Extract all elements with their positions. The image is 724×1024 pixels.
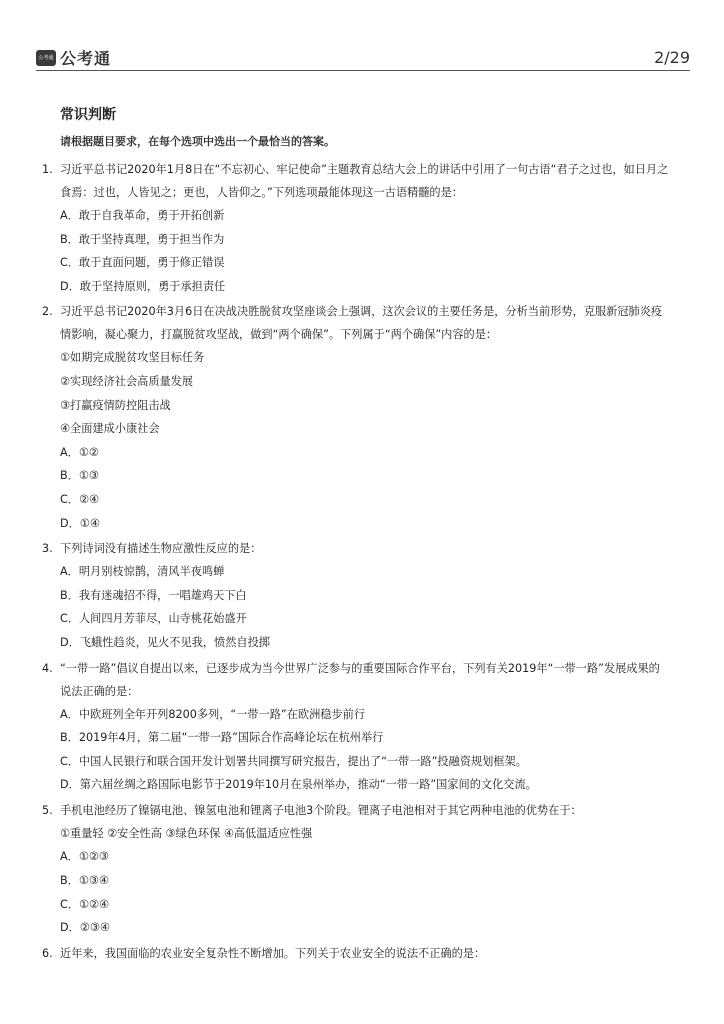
question-option: D．②③④: [60, 921, 110, 935]
question-option: C．①②④: [60, 897, 110, 911]
question-item: [42, 657, 692, 797]
question-option: A．①②: [60, 445, 99, 459]
question-stem-line: 说法正确的是：: [60, 684, 139, 698]
question-stem-line: 手机电池经历了镍镉电池、镍氢电池和锂离子电池3个阶段。锂离子电池相对于其它两种电池的优势在于：: [60, 803, 582, 817]
question-option: C．敢于直面问题，勇于修正错误: [60, 256, 225, 270]
question-stem-line: 近年来，我国面临的农业安全复杂性不断增加。下列关于农业安全的说法不正确的是：: [60, 946, 486, 960]
question-option: A．敢于自我革命，勇于开拓创新: [60, 209, 225, 222]
question-option: ①如期完成脱贫攻坚目标任务: [60, 351, 205, 365]
question-stem-line: 情影响，凝心聚力，打赢脱贫攻坚战，做到“两个确保”。下列属于“两个确保”内容的是：: [60, 328, 498, 342]
section-instruction: 请根据题目要求，在每个选项中选出一个最恰当的答案。: [60, 135, 335, 148]
page-number: 2/29: [654, 48, 690, 67]
question-number: 4.: [42, 661, 53, 675]
logo: [36, 46, 111, 69]
question-stem-line: 食焉：过也，人皆见之；更也，人皆仰之。”下列选项最能体现这一古语精髓的是：: [60, 186, 463, 199]
question-list: [42, 158, 692, 967]
question-option: D．敢于坚持原则，勇于承担责任: [60, 279, 226, 293]
question-option: B．①③④: [60, 874, 109, 888]
question-option: C．中国人民银行和联合国开发计划署共同撰写研究报告，提出了“一带一路”投融资规划框架。: [60, 754, 527, 768]
question-option: C．人间四月芳菲尽，山寺桃花始盛开: [60, 612, 247, 626]
question-option: D．①④: [60, 516, 100, 530]
question-option: B．敢于坚持真理，勇于担当作为: [60, 232, 225, 246]
logo-badge-icon: 公考通: [36, 50, 56, 66]
page-header: [36, 46, 690, 71]
question-stem-line: 习近平总书记2020年3月6日在决战决胜脱贫攻坚座谈会上强调，这次会议的主要任务是，分析当前形势，克服新冠肺炎疫: [60, 305, 663, 319]
question-item: [42, 942, 692, 965]
document-body: [42, 104, 692, 967]
question-option: C．②④: [60, 492, 100, 506]
question-option: B．①③: [60, 469, 99, 483]
question-option: A．中欧班列全年开列8200多列，“一带一路”在欧洲稳步前行: [60, 707, 366, 721]
question-item: [42, 799, 692, 940]
question-number: 1.: [42, 163, 53, 176]
question-option: ②实现经济社会高质量发展: [60, 374, 194, 388]
question-stem-line: “一带一路”倡议自提出以来，已逐步成为当今世界广泛参与的重要国际合作平台，下列有关2019年“一带一路”发展成果的: [60, 661, 660, 675]
question-option: ④全面建成小康社会: [60, 422, 160, 436]
question-item: [42, 158, 692, 298]
question-option: ①重量轻 ②安全性高 ③绿色环保 ④高低温适应性强: [60, 826, 313, 840]
question-stem-line: 下列诗词没有描述生物应激性反应的是：: [60, 542, 262, 556]
question-option: D．第六届丝绸之路国际电影节于2019年10月在泉州举办，推动“一带一路”国家间的文化交流。: [60, 778, 537, 792]
question-option: B．我有迷魂招不得，一唱雄鸡天下白: [60, 588, 247, 602]
question-number: 5.: [42, 803, 53, 817]
question-number: 3.: [42, 542, 53, 556]
section-title: 常识判断: [60, 107, 116, 123]
question-option: B．2019年4月，第二届“一带一路”国际合作高峰论坛在杭州举行: [60, 731, 384, 745]
logo-text: 公考通: [60, 49, 112, 68]
question-option: D．飞蛾性趋炎，见火不见我，愤然自投掷: [60, 635, 270, 649]
question-item: [42, 537, 692, 654]
question-number: 6.: [42, 946, 53, 960]
question-number: 2.: [42, 305, 53, 319]
question-option: A．①②③: [60, 850, 109, 864]
question-option: ③打赢疫情防控阻击战: [60, 398, 171, 412]
question-item: [42, 300, 692, 535]
question-stem-line: 习近平总书记2020年1月8日在“不忘初心、牢记使命”主题教育总结大会上的讲话中引用了一句古语“君子之过也，如日月之: [60, 163, 669, 176]
question-option: A．明月别枝惊鹊，清风半夜鸣蝉: [60, 565, 225, 579]
